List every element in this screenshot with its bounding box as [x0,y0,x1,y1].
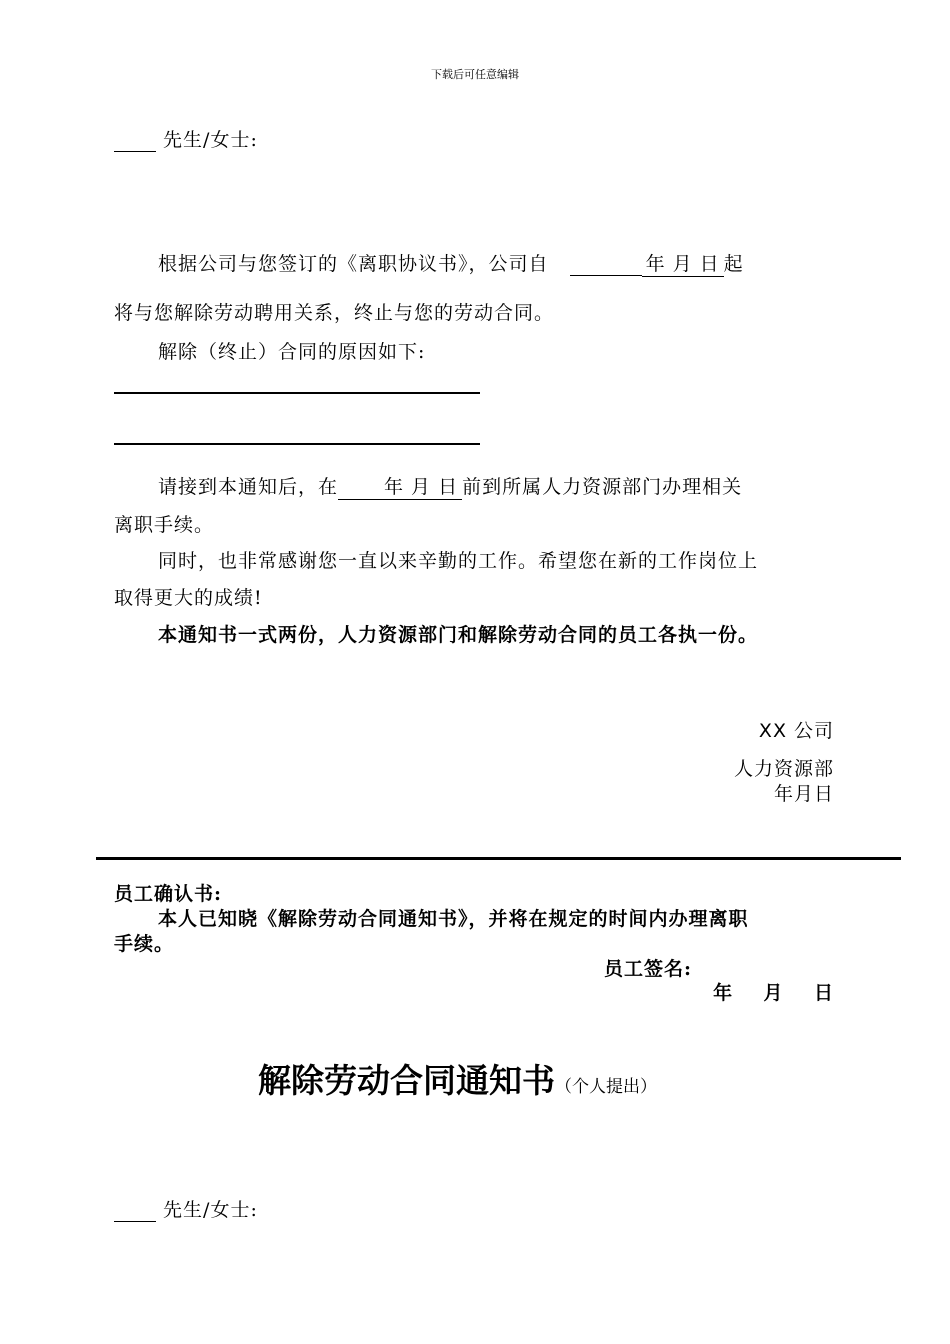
salutation-text: 先生/女士: [163,1199,258,1221]
company-name: XX 公司 [758,720,834,742]
confirmation-body-cont: 手续。 [114,933,175,955]
procedure-date: 年 月 日 [338,472,462,500]
salutation-text: 先生/女士: [163,129,258,151]
paragraph-thanks-cont: 取得更大的成绩! [114,587,263,609]
reason-line-2 [114,443,480,445]
reason-line-1 [114,392,480,394]
copies-statement: 本通知书一式两份，人力资源部门和解除劳动合同的员工各执一份。 [158,624,759,646]
name-blank [114,129,156,152]
date-blank [570,253,642,276]
department-name: 人力资源部 [733,758,834,780]
second-notice-subtitle: （个人提出） [555,1077,657,1097]
termination-date: 年 月 日 [642,249,724,277]
confirmation-title: 员工确认书: [114,883,223,905]
paragraph-thanks: 同时，也非常感谢您一直以来辛勤的工作。希望您在新的工作岗位上 [158,550,759,572]
reason-label: 解除（终止）合同的原因如下: [158,341,426,363]
header-note: 下载后可任意编辑 [431,68,519,81]
second-notice-title: 解除劳动合同通知书 [258,1061,555,1100]
second-notice-heading [258,1055,657,1102]
salutation [114,125,258,152]
confirmation-date: 年 月 日 [713,982,834,1004]
paragraph-procedure-cont: 离职手续。 [114,514,215,536]
paragraph-termination-date: 根据公司与您签订的《离职协议书》，公司自 年 月 日 起 [158,249,744,277]
paragraph-termination-cont: 将与您解除劳动聘用关系，终止与您的劳动合同。 [114,302,555,324]
signoff-date: 年月日 [773,783,834,805]
paragraph-procedure: 请接到本通知后，在 年 月 日 前到所属人力资源部门办理相关 [158,472,742,500]
name-blank [114,1199,156,1222]
section-divider [96,857,901,860]
signature-label: 员工签名: [604,958,693,980]
confirmation-body: 本人已知晓《解除劳动合同通知书》，并将在规定的时间内办理离职 [158,908,749,930]
second-salutation [114,1195,258,1222]
